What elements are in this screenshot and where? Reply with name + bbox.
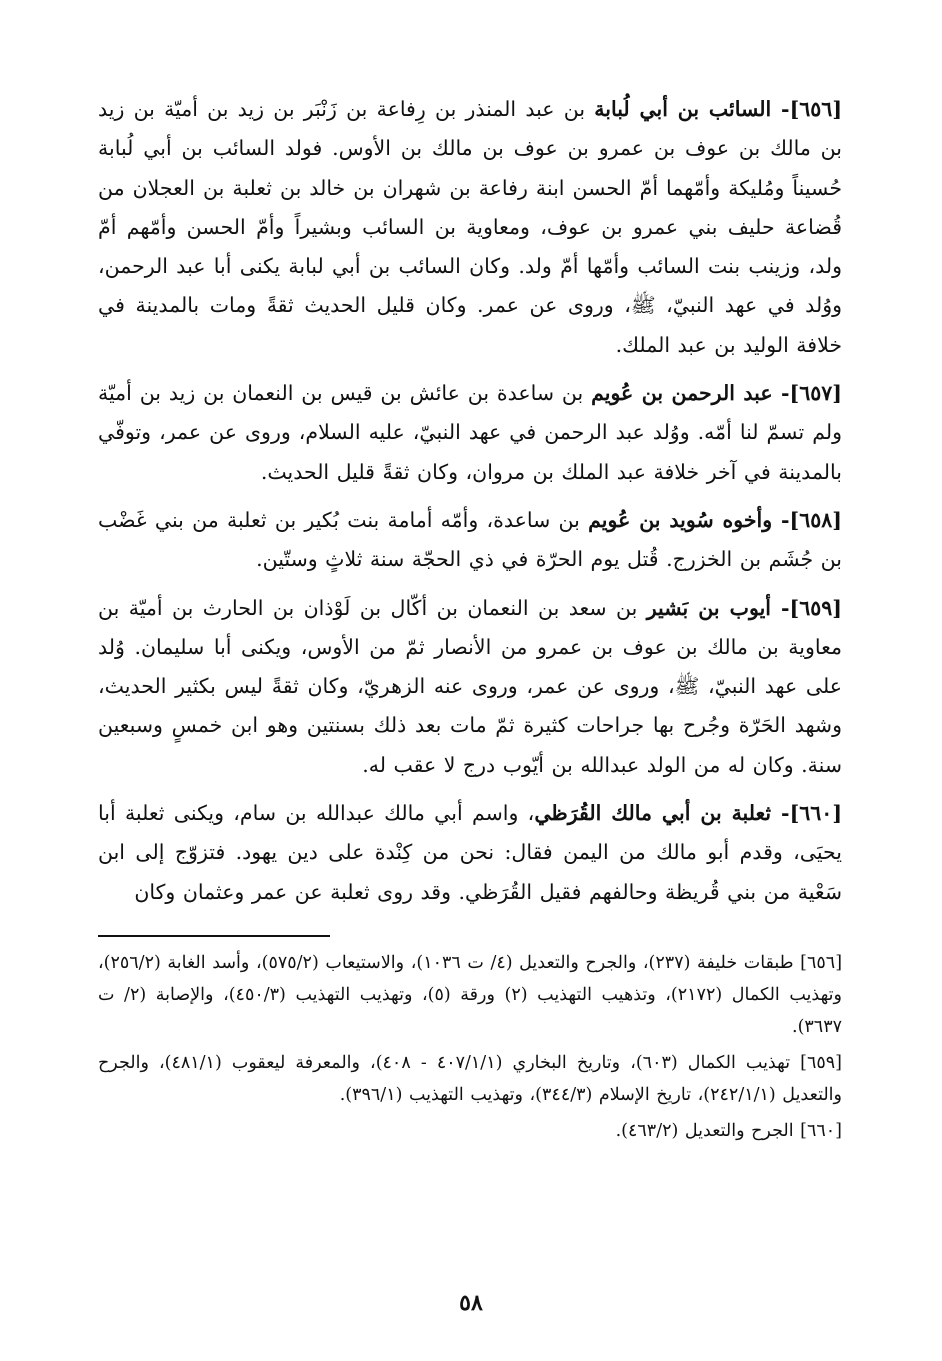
page-number: ٥٨ [459, 1290, 483, 1316]
footnote-659 [98, 1047, 842, 1111]
footnote-656 [98, 947, 842, 1043]
entry-text: بن سعد بن النعمان بن أكّال بن لَوْذان بن الحارث بن أميّة بن معاوية بن مالك بن عوف بن عمرو من الأنصار ثمّ من الأوس، ويكنى أبا سليمان. وُلد على عهد النبيّ، ﷺ، وروى عن عمر، وروى عنه الزهريّ، وكان ثقةً ليس بكثير الحديث، وشهد الحَرّة وجُرح بها جراحات كثيرة ثمّ مات بعد ذلك بسنتين وهو ابن خمسٍ وسبعين سنة. وكان له من الولد عبدالله بن أيّوب درج لا عقب له. [98, 595, 842, 777]
entry-name: - أيوب بن بَشير [646, 595, 790, 620]
entry-text: بن ساعدة بن عائش بن قيس بن النعمان بن زيد بن أميّة ولم تسمّ لنا أمّه. ووُلد عبد الرحمن في عهد النبيّ، عليه السلام، وروى عن عمر، وتوفّي بالمدينة في آخر خلافة عبد الملك بن مروان، وكان ثقةً قليل الحديث. [98, 381, 842, 484]
footnote-number: [٦٦٠] [800, 1120, 842, 1141]
footnote-660 [98, 1115, 842, 1147]
entry-name: - السائب بن أبي لُبابة [594, 97, 790, 121]
footnote-text: الجرح والتعديل (٤٦٣/٢). [615, 1120, 801, 1141]
footnote-number: [٦٥٩] [800, 1052, 842, 1073]
footnote-separator [98, 935, 330, 937]
entry-name: - عبد الرحمن بن عُويم [591, 381, 790, 406]
entry-name: - وأخوه سُويد بن عُويم [588, 507, 790, 532]
entry-number: [٦٥٦] [789, 97, 843, 121]
entry-name: - ثعلبة بن أبي مالك القُرَظي [534, 801, 790, 826]
entries [98, 90, 842, 912]
entry-658 [98, 501, 842, 580]
entry-text: ، واسم أبي مالك عبدالله بن سام، ويكنى ثعلبة أبا يحيَى، وقدم أبو مالك من اليمن فقال: نحن من كِنْدة على دين يهود. فتزوّج إلى ابن سَعْية من بني قُريظة وحالفهم فقيل القُرَظي. وقد روى ثعلبة عن عمر وعثمان وكان [98, 801, 842, 904]
entry-number: [٦٦٠] [789, 801, 843, 826]
entry-number: [٦٥٧] [789, 381, 842, 406]
footnotes [98, 947, 842, 1147]
entry-657 [98, 374, 842, 492]
footnote-number: [٦٥٦] [800, 952, 843, 973]
entry-656 [98, 90, 842, 365]
entry-660 [98, 794, 842, 912]
footnote-text: تهذيب الكمال (٦٠٣)، وتاريخ البخاري (٤٠٧/١/١ - ٤٠٨)، والمعرفة ليعقوب (٤٨١/١)، والجرح والتعديل (٢٤٢/١/١)، تاريخ الإسلام (٣٤٤/٣)، وتهذيب التهذيب (٣٩٦/١). [98, 1052, 842, 1105]
entry-number: [٦٥٩] [789, 595, 842, 620]
entry-number: [٦٥٨] [789, 507, 842, 532]
entry-659 [98, 589, 842, 785]
entry-text: بن عبد المنذر بن رِفاعة بن زَنْبَر بن زيد بن أميّة بن زيد بن مالك بن عوف بن عمرو بن عوف بن مالك بن الأوس. فولد السائب بن أبي لُبابة حُسيناً ومُليكة وأمّهما أمّ الحسن ابنة رفاعة بن شهران بن خالد بن ثعلبة بن العجلان من قُضاعة حليف بني عمرو بن عوف، ومعاوية بن السائب وبشيراً وأمّ الحسن وأمّهم أمّ ولد، وزينب بنت السائب وأمّها أمّ ولد. وكان السائب بن أبي لبابة يكنى أبا عبد الرحمن، ووُلد في عهد النبيّ، ﷺ، وروى عن عمر. وكان قليل الحديث ثقةً ومات بالمدينة في خلافة الوليد بن عبد الملك. [98, 97, 842, 357]
footnote-text: طبقات خليفة (٢٣٧)، والجرح والتعديل (٤/ ت ١٠٣٦)، والاستيعاب (٥٧٥/٢)، وأسد الغابة (٢٥٦/٢)، وتهذيب الكمال (٢١٧٢)، وتذهيب التهذيب (٢) ورقة (٥)، وتهذيب التهذيب (٤٥٠/٣)، والإصابة (٢/ ت ٣٦٣٧). [98, 952, 842, 1037]
entry-text: بن ساعدة، وأمّه أمامة بنت بُكير بن ثعلبة من بني غَضْب بن جُشَم بن الخزرج. قُتل يوم الحرّة في ذي الحجّة سنة ثلاثٍ وستّين. [98, 507, 842, 572]
